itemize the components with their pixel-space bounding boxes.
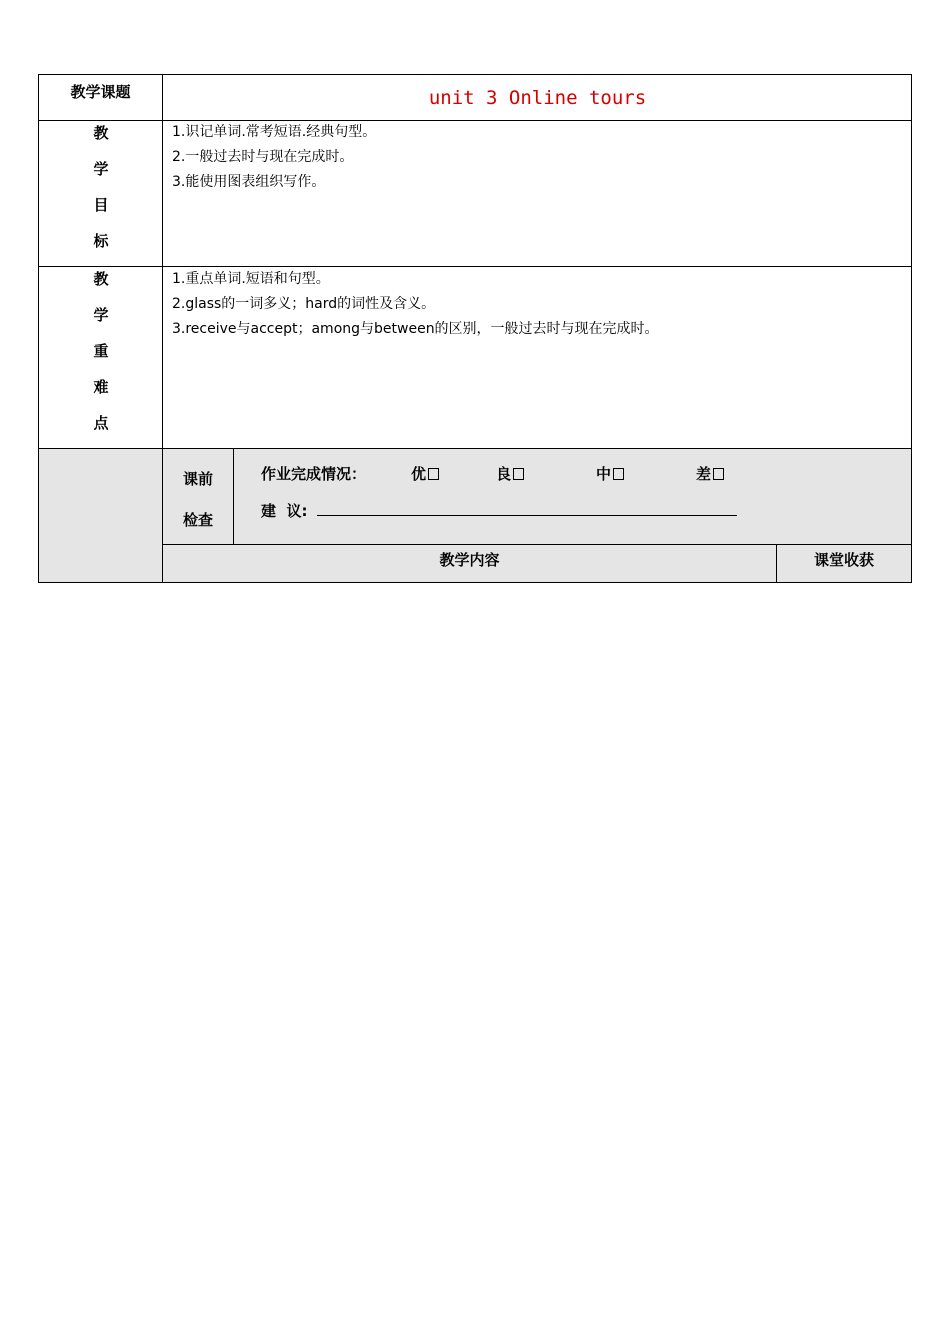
key-points-label-char: 重 [93,342,109,360]
suggestion-label: 建 议: [261,502,308,520]
suggestion-input-line[interactable] [317,515,737,516]
course-title: unit 3 Online tours [428,87,647,109]
checkbox-icon[interactable] [613,468,624,480]
checkbox-icon[interactable] [513,468,524,480]
rating-excellent[interactable] [411,463,439,484]
rating-average-label: 中 [596,465,612,483]
key-points-label [39,261,163,441]
key-point-item: 3.receive与accept；among与between的区别，一般过去时与现在完成时。 [172,321,659,337]
pre-class-label-line2: 检查 [183,511,214,529]
teaching-content-label: 教学内容 [439,551,500,569]
homework-label: 作业完成情况： [261,465,367,483]
checkbox-icon[interactable] [428,468,439,480]
rating-good-label: 良 [496,465,512,483]
objective-item: 3.能使用图表组织写作。 [172,174,326,190]
key-points-list [172,267,659,342]
objectives-list [172,120,376,195]
objective-item: 1.识记单词.常考短语.经典句型。 [172,124,377,140]
rating-average[interactable] [596,463,624,484]
objectives-label-char: 学 [93,160,109,178]
rating-excellent-label: 优 [411,465,427,483]
rating-good[interactable] [496,463,524,484]
key-point-item: 2.glass的一词多义；hard的词性及含义。 [172,296,436,312]
objectives-label-char: 目 [93,196,109,214]
objectives-label-char: 教 [93,124,109,142]
pre-class-label-line1: 课前 [183,470,214,488]
checkbox-icon[interactable] [713,468,724,480]
key-points-label-char: 学 [93,306,109,324]
objectives-label [39,115,163,259]
key-point-item: 1.重点单词.短语和句型。 [172,271,330,287]
key-points-label-char: 点 [93,414,109,432]
rating-poor[interactable] [696,463,724,484]
class-harvest-label: 课堂收获 [813,551,874,569]
key-points-label-char: 教 [93,270,109,288]
rating-poor-label: 差 [696,465,712,483]
lesson-plan-table [38,74,912,583]
key-points-label-char: 难 [93,378,109,396]
course-label: 教学课题 [70,83,131,101]
objective-item: 2.一般过去时与现在完成时。 [172,149,354,165]
objectives-label-char: 标 [93,232,109,250]
